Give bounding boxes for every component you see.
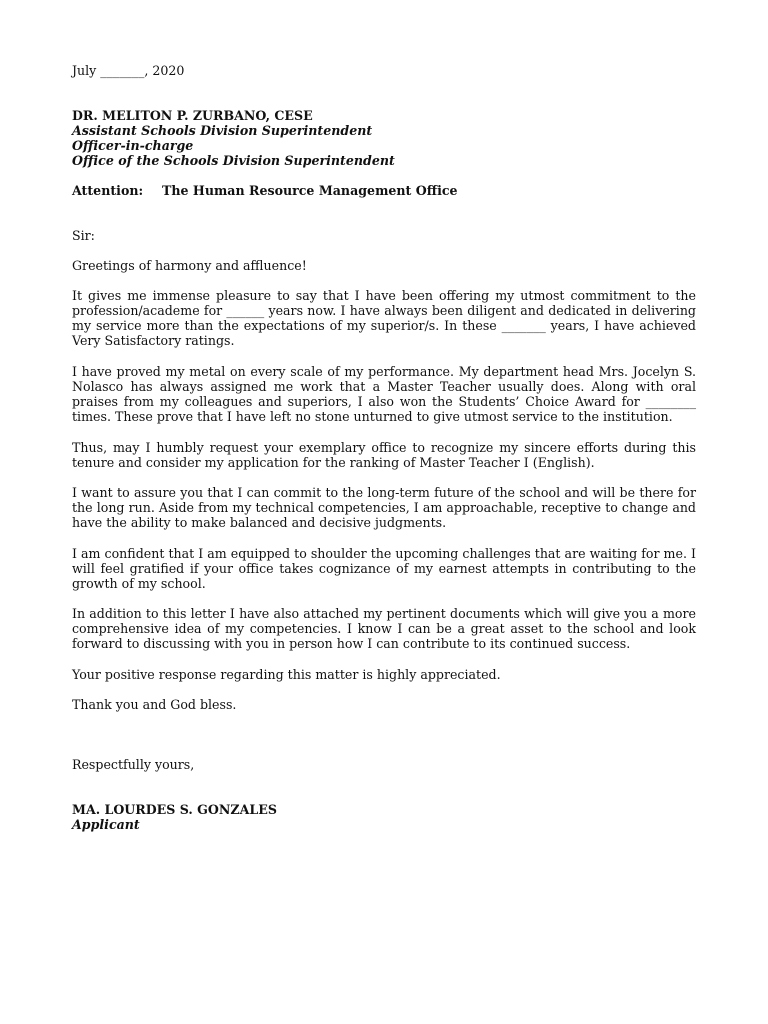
paragraph-confidence: I am confident that I am equipped to shoulder the upcoming challenges that are waiting for me. I will feel gratified if your office takes cognizance of my earnest attempts in contributing to the growth of my school.	[72, 546, 696, 591]
recipient-block	[72, 108, 696, 168]
attention-label: Attention:	[72, 183, 144, 198]
recipient-office: Office of the Schools Division Superintendent	[72, 153, 395, 168]
recipient-title-2: Officer-in-charge	[72, 138, 194, 153]
signature-block	[72, 802, 696, 832]
signatory-name: MA. LOURDES S. GONZALES	[72, 802, 277, 817]
recipient-name: DR. MELITON P. ZURBANO, CESE	[72, 108, 313, 123]
paragraph-commitment: It gives me immense pleasure to say that I have been offering my utmost commitment to the profession/academe for ______ years now. I have always been diligent and dedicated in delivering my service more than the expectations of my superior/s. In these _______ years, I have achieved Very Satisfactory ratings.	[72, 288, 696, 348]
signatory-title: Applicant	[72, 817, 140, 832]
paragraph-thanks: Thank you and God bless.	[72, 697, 237, 712]
paragraph-greeting: Greetings of harmony and affluence!	[72, 258, 307, 273]
closing: Respectfully yours,	[72, 757, 195, 772]
paragraph-assurance: I want to assure you that I can commit to the long-term future of the school and will be there for the long run. Aside from my technical competencies, I am approachable, receptive to change and have the ability to make balanced and decisive judgments.	[72, 485, 696, 530]
paragraph-attachments: In addition to this letter I have also attached my pertinent documents which will give you a more comprehensive idea of my competencies. I know I can be a great asset to the school and look forward to discussing with you in person how I can contribute to its continued success.	[72, 606, 696, 651]
letter-date: July _______, 2020	[72, 63, 185, 78]
attention-value: The Human Resource Management Office	[162, 183, 458, 198]
salutation: Sir:	[72, 228, 95, 243]
paragraph-request: Thus, may I humbly request your exemplary office to recognize my sincere efforts during this tenure and consider my application for the ranking of Master Teacher I (English).	[72, 440, 696, 470]
paragraph-appreciation: Your positive response regarding this matter is highly appreciated.	[72, 667, 501, 682]
attention-line	[72, 183, 696, 198]
recipient-title-1: Assistant Schools Division Superintendent	[72, 123, 373, 138]
paragraph-performance: I have proved my metal on every scale of my performance. My department head Mrs. Jocelyn S. Nolasco has always assigned me work that a Master Teacher usually does. Along with oral praises from my colleagues and superiors, I also won the Students’ Choice Award for ________ times. These prove that I have left no stone unturned to give utmost service to the institution.	[72, 364, 696, 424]
